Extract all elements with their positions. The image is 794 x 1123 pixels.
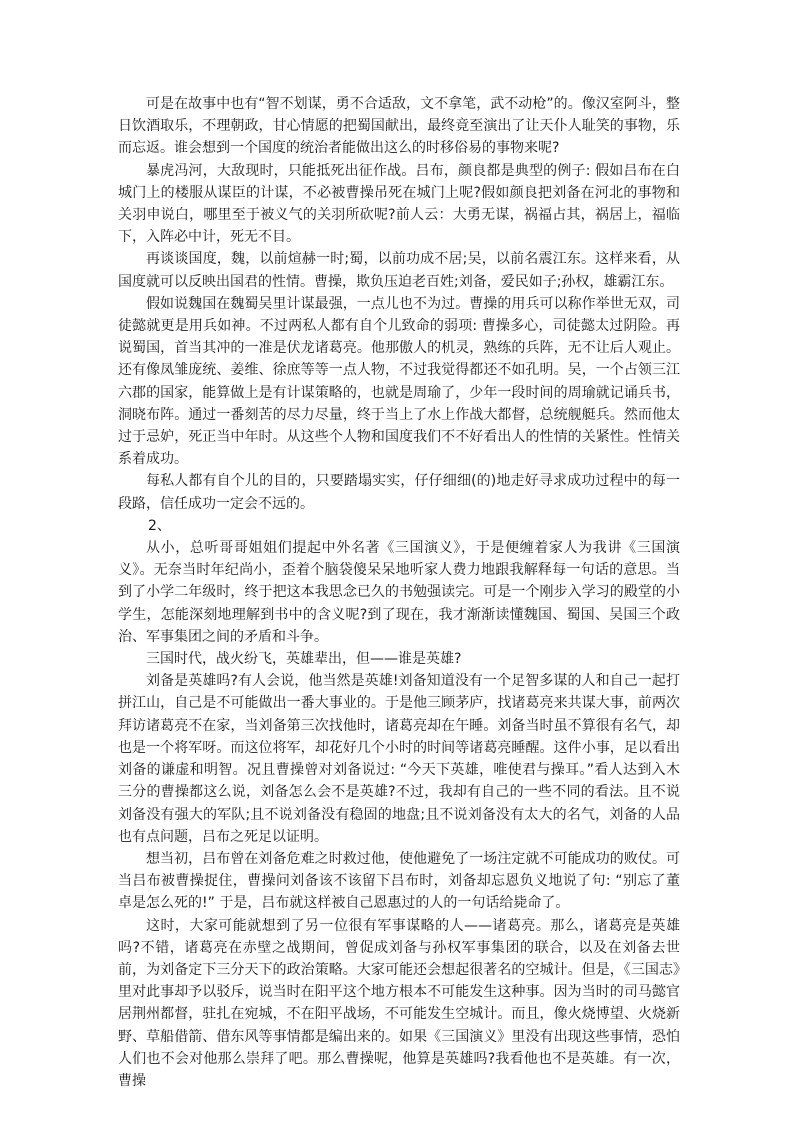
paragraph-3: 再谈谈国度，魏，以前煊赫一时;蜀，以前功成不居;吴，以前名震江东。这样来看，从国度就可以反映出国君的性情。曹操，欺负压迫老百姓;刘备，爱民如子;孙权，雄霸江东。 (118, 251, 680, 290)
paragraph-1: 可是在故事中也有“智不划谋，勇不合适敌，文不拿笔，武不动枪”的。像汉室阿斗，整日饮酒取乐，不理朝政，甘心情愿的把蜀国献出，最终竟至演出了让天仆人耻笑的事物，乐而忘返。谁会想到一个国度的统治者能做出这么的时移俗易的事物来呢? (118, 96, 680, 157)
paragraph-8: 刘备是英雄吗?有人会说，他当然是英雄!刘备知道没有一个足智多谋的人和自己一起打拼江山，自己是不可能做出一番大事业的。于是他三顾茅庐，找诸葛亮来共谋大事，前两次拜访诸葛亮不在家，当刘备第三次找他时，诸葛亮却在午睡。刘备当时虽不算很有名气，却也是一个将军呀。而这位将军，却花好几个小时的时间等诸葛亮睡醒。这件小事，足以看出刘备的谦虚和明智。况且曹操曾对刘备说过: “今天下英雄，唯使君与操耳。”看人达到入木三分的曹操都这么说，刘备怎么会不是英雄?不过，我却有自己的一些不同的看法。且不说刘备没有强大的军队;且不说刘备没有稳固的地盘;且不说刘备没有太大的名气，刘备的人品也有点问题，吕布之死足以证明。 (118, 673, 680, 845)
paragraph-2: 暴虎冯河，大敌现时，只能抵死出征作战。吕布，颜良都是典型的例子: 假如吕布在白城门上的楼服从谋臣的计谋，不必被曹操吊死在城门上呢?假如颜良把刘备在河北的事物和关羽申说白，哪里至于被义气的关羽所砍呢?前人云：大勇无谋，祸福占其，祸居上，福临下，入阵必中计，死无不目。 (118, 162, 680, 246)
section-number: 2、 (148, 517, 171, 534)
paragraph-4: 假如说魏国在魏蜀吴里计谋最强，一点儿也不为过。曹操的用兵可以称作举世无双，司徒懿就更是用兵如神。不过两私人都有自个儿致命的弱项: 曹操多心，司徒懿太过阴险。再说蜀国，首当其冲的一准是伏龙诸葛亮。他那傲人的机灵，熟练的兵阵，无不让后人观止。还有像凤雏庞统、姜维、徐庶等等一点人物，不过我觉得都还不如孔明。吴，一个占领三江六郡的国家，能算做上是有计谋策略的，也就是周瑜了，少年一段时间的周瑜就记诵兵书，洞晓布阵。通过一番刻苦的尽力尽量，终于当上了水上作战大都督，总统舰艇兵。然而他太过于忌妒，死正当中年时。从这些个人物和国度我们不不好看出人的性情的关紧性。性情关系着成功。 (118, 295, 680, 468)
paragraph-5: 每私人都有自个儿的目的，只要踏塌实实，仔仔细细(的)地走好寻求成功过程中的每一段路，信任成功一定会不远的。 (118, 473, 680, 512)
paragraph-10: 这时，大家可能就想到了另一位很有军事谋略的人——诸葛亮。那么，诸葛亮是英雄吗?不错，诸葛亮在赤壁之战期间，曾促成刘备与孙权军事集团的联合，以及在刘备去世前，为刘备定下三分天下的政治策略。大家可能还会想起很著名的空城计。但是，《三国志》里对此事却予以驳斥，说当时在阳平这个地方根本不可能发生这种事。因为当时的司马懿官居荆州都督，驻扎在宛城，不在阳平战场，不可能发生空城计。而且，像火烧博望、火烧新野、草船借箭、借东风等事情都是编出来的。如果《三国演义》里没有出现这些事情，恐怕人们也不会对他那么崇拜了吧。那么曹操呢，他算是英雄吗?我看他也不是英雄。有一次，曹操 (118, 917, 680, 1089)
paragraph-6: 从小，总听哥哥姐姐们提起中外名著《三国演义》，于是便缠着家人为我讲《三国演义》。无奈当时年纪尚小，歪着个脑袋傻呆呆地听家人费力地跟我解释每一句话的意思。当到了小学二年级时，终于把这本我思念已久的书勉强读完。可是一个刚步入学习的殿堂的小学生，怎能深刻地理解到书中的含义呢?到了现在，我才渐渐读懂魏国、蜀国、吴国三个政治、军事集团之间的矛盾和斗争。 (118, 540, 680, 645)
paragraph-7: 三国时代，战火纷飞，英雄辈出，但——谁是英雄? (146, 651, 462, 668)
paragraph-9: 想当初，吕布曾在刘备危难之时救过他，使他避免了一场注定就不可能成功的败仗。可当吕布被曹操捉住，曹操问刘备该不该留下吕布时，刘备却忘恩负义地说了句: “别忘了董卓是怎么死的!” 于是，吕布就这样被自己恩惠过的人的一句话给毙命了。 (118, 850, 680, 912)
